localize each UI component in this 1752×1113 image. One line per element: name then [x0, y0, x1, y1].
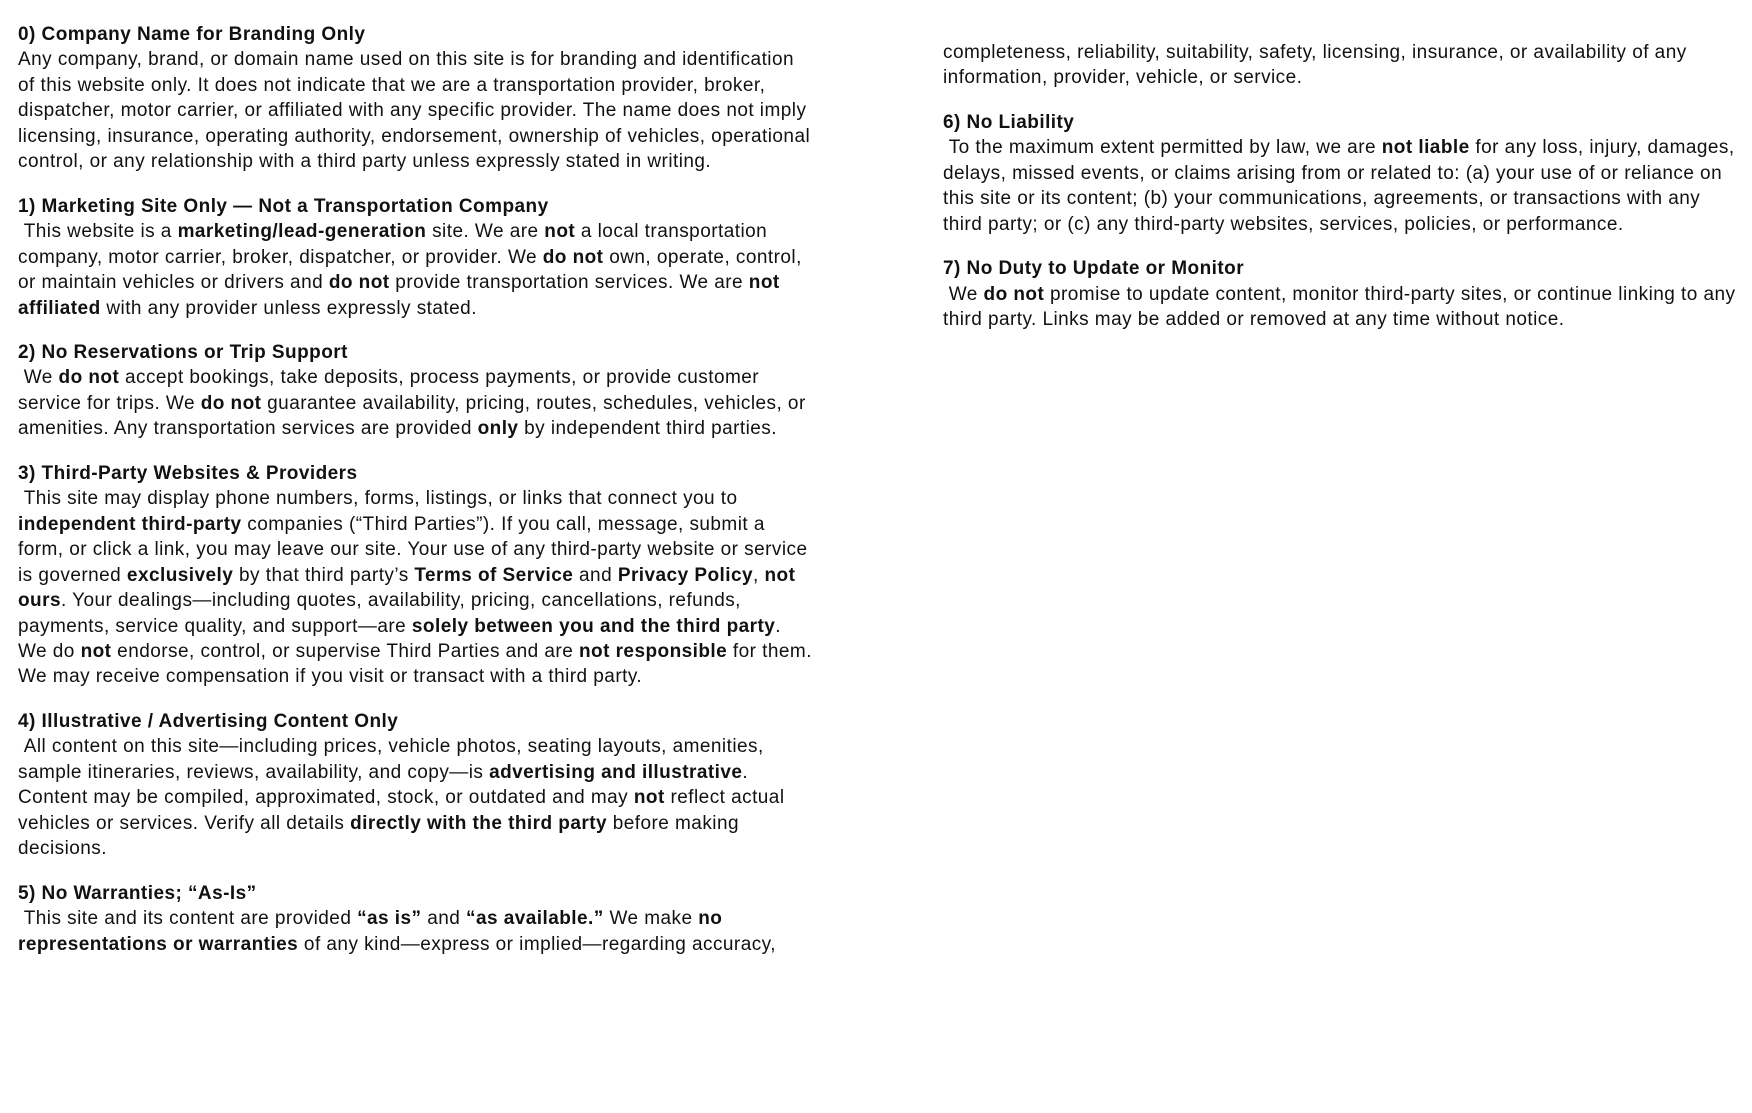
section-heading: 6) No Liability [943, 111, 1075, 133]
bold-text-run: “as is” [357, 908, 422, 930]
text-run: To the maximum extent permitted by law, we are [943, 137, 1382, 159]
policy-section [18, 709, 813, 862]
section-heading: 0) Company Name for Branding Only [18, 24, 366, 45]
text-run: This site may display phone numbers, forms, listings, or links that connect you to [18, 488, 744, 510]
section-heading: 7) No Duty to Update or Monitor [943, 258, 1245, 280]
text-run: We [943, 283, 984, 305]
text-run: . We do [18, 615, 787, 662]
text-run: of any kind—express or implied—regarding accuracy, [298, 933, 776, 955]
text-run: with any provider unless expressly stated. [100, 297, 477, 319]
bold-text-run: not liable [1381, 137, 1470, 159]
section-body [943, 135, 1741, 237]
bold-text-run: Privacy Policy [617, 564, 753, 586]
section-heading: 5) No Warranties; “As-Is” [18, 882, 257, 904]
section-body [18, 219, 813, 321]
text-run: own, operate, control, or maintain vehicles or drivers and [18, 246, 808, 294]
section-body [943, 40, 1738, 91]
text-run: This website is a [18, 221, 178, 243]
text-run: This site and its content are provided [18, 908, 358, 930]
policy-section [943, 110, 1741, 237]
section-body [18, 906, 813, 957]
bold-text-run: solely between you and the third party [411, 615, 776, 637]
bold-text-run: do not [58, 367, 120, 389]
section-body [18, 365, 813, 441]
section-body [18, 486, 818, 690]
text-run: site. We are [426, 221, 545, 243]
section-heading: 3) Third-Party Websites & Providers [18, 462, 358, 484]
text-run: a local transportation company, motor carrier, broker, dispatcher, or provider. We [18, 221, 773, 268]
bold-text-run: not ours [18, 564, 802, 612]
bold-text-run: independent third-party [18, 513, 242, 535]
left-column [18, 22, 818, 976]
text-run: . Your dealings—including quotes, availability, pricing, cancellations, refunds, payments, service quality, and support—are [18, 590, 747, 637]
text-run: by that third party’s [233, 564, 415, 586]
policy-section [18, 194, 813, 321]
section-heading: 2) No Reservations or Trip Support [18, 341, 348, 363]
policy-section [18, 22, 816, 175]
right-column [943, 40, 1742, 352]
bold-text-run: Terms of Service [414, 564, 574, 586]
bold-text-run: not affiliated [18, 272, 786, 319]
text-run: for any loss, injury, damages, delays, missed events, or claims arising from or related to: (a) your use of or reliance on this site or its content; (b) your communications, agreements, or transactions with any third party; or (c) any third-party websites, services, policies, or performance. [943, 137, 1741, 235]
bold-text-run: not [80, 640, 112, 662]
section-body [18, 734, 813, 861]
text-run: . Content may be compiled, approximated, stock, or outdated and may [18, 761, 754, 809]
policy-section [18, 340, 813, 442]
text-run: Any company, brand, or domain name used on this site is for branding and identification of this website only. It does not indicate that we are a transportation provider, broker, dispatcher, motor carrier, or affiliated with any specific provider. The name does not imply licensing, insurance, operating authority, endorsement, ownership of vehicles, operational control, or any relationship with a third party unless expressly stated in writing. [18, 49, 816, 173]
bold-text-run: no representations or warranties [18, 908, 729, 955]
text-run: endorse, control, or supervise Third Parties and are [111, 640, 579, 662]
section-body [943, 282, 1742, 333]
policy-section-continuation [943, 40, 1738, 91]
bold-text-run: do not [542, 246, 604, 268]
section-heading: 1) Marketing Site Only — Not a Transportation Company [18, 195, 549, 217]
bold-text-run: directly with the third party [350, 812, 607, 834]
bold-text-run: exclusively [126, 564, 234, 586]
policy-section [943, 256, 1742, 332]
bold-text-run: “as available.” [466, 908, 604, 930]
text-run: promise to update content, monitor third-party sites, or continue linking to any third party. Links may be added or removed at any time without notice. [943, 283, 1742, 331]
text-run: companies (“Third Parties”). If you call, message, submit a form, or click a link, you may leave our site. Your use of any third-party website or service is governed [18, 513, 814, 586]
bold-text-run: do not [200, 392, 262, 414]
bold-text-run: do not [328, 272, 390, 294]
bold-text-run: marketing/lead-generation [177, 221, 427, 243]
bold-text-run: do not [983, 283, 1045, 305]
text-run: and [573, 564, 618, 586]
policy-section [18, 881, 813, 957]
bold-text-run: advertising and illustrative [489, 761, 743, 783]
text-run: completeness, reliability, suitability, safety, licensing, insurance, or availability of any information, provider, vehicle, or service. [943, 42, 1693, 89]
section-body [18, 47, 816, 174]
text-run: reflect actual vehicles or services. Verify all details [18, 787, 791, 834]
text-run: We make [603, 908, 699, 930]
text-run: accept bookings, take deposits, process payments, or provide customer service for trips. We [18, 367, 765, 414]
policy-section [18, 461, 818, 690]
text-run: guarantee availability, pricing, routes, schedules, vehicles, or amenities. Any transportation services are provided [18, 392, 812, 440]
bold-text-run: not responsible [578, 640, 728, 662]
text-run: by independent third parties. [518, 418, 777, 440]
text-run: We [18, 367, 59, 389]
bold-text-run: not [633, 787, 665, 809]
text-run: provide transportation services. We are [389, 272, 749, 294]
text-run: , [753, 564, 765, 586]
bold-text-run: only [477, 418, 519, 440]
text-run: and [421, 908, 467, 930]
section-heading: 4) Illustrative / Advertising Content Only [18, 710, 399, 732]
text-run: for them. We may receive compensation if you visit or transact with a third party. [18, 640, 818, 688]
text-run: All content on this site—including prices, vehicle photos, seating layouts, amenities, sample itineraries, reviews, availability, and copy—is [18, 736, 770, 783]
text-run: before making decisions. [18, 812, 745, 860]
bold-text-run: not [544, 221, 576, 243]
